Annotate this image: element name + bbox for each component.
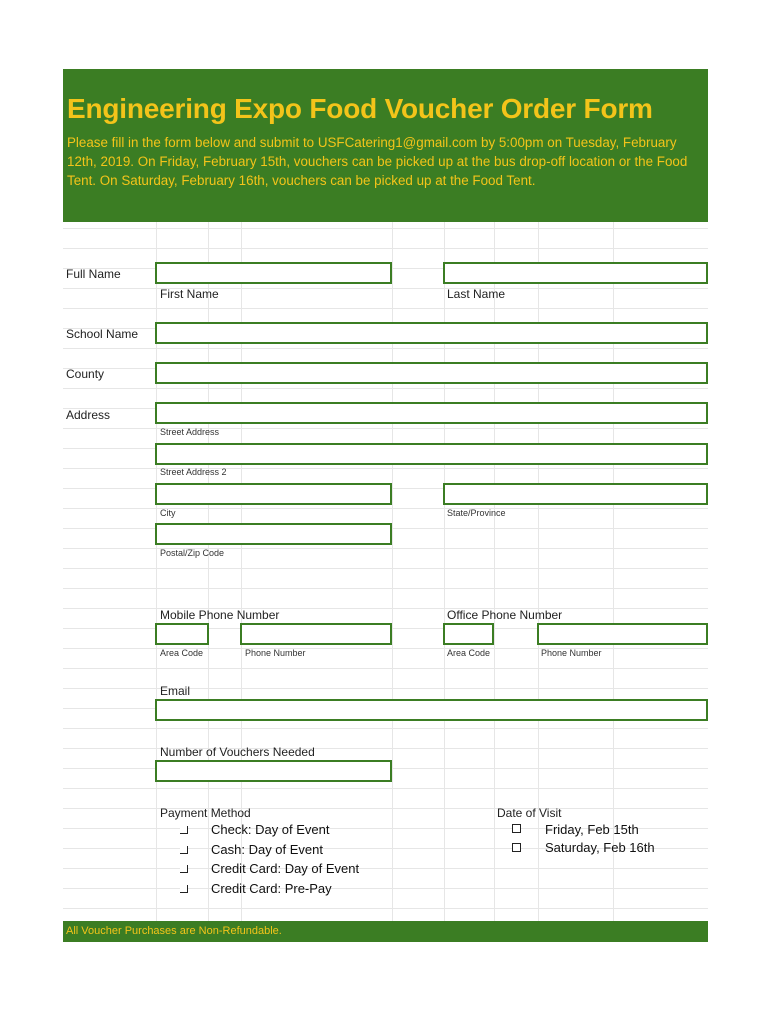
- first-name-label: First Name: [160, 287, 219, 301]
- date-option-friday: Friday, Feb 15th: [545, 822, 639, 837]
- email-label: Email: [160, 684, 191, 698]
- cash-checkbox-icon[interactable]: [180, 846, 188, 854]
- credit-card-prepay-checkbox-icon[interactable]: [180, 885, 188, 893]
- credit-card-day-checkbox-icon[interactable]: [180, 865, 188, 873]
- office-phone-label: Office Phone Number: [447, 608, 563, 622]
- form-footer: [63, 921, 708, 942]
- last-name-label: Last Name: [447, 287, 506, 301]
- office-area-code-input[interactable]: [443, 623, 494, 645]
- mobile-phone-label: Mobile Phone Number: [160, 608, 280, 622]
- city-input[interactable]: [155, 483, 392, 505]
- street-address-label: Street Address: [160, 427, 220, 437]
- address-label: Address: [66, 408, 111, 422]
- mobile-phone-number-label: Phone Number: [245, 648, 306, 658]
- city-label: City: [160, 508, 176, 518]
- state-province-label: State/Province: [447, 508, 506, 518]
- check-checkbox-icon[interactable]: [180, 826, 188, 834]
- last-name-input[interactable]: [443, 262, 708, 284]
- mobile-area-code-input[interactable]: [155, 623, 209, 645]
- refund-notice: All Voucher Purchases are Non-Refundable.: [66, 925, 282, 937]
- form-instructions: Please fill in the form below and submit to USFCatering1@gmail.com by 5:00pm on Tuesday, February 12th, 2019. On Friday, February 15th, vouchers can be picked up at the bus drop-off location or the Food Tent. On Saturday, February 16th, vouchers can be picked up at the Food Tent.: [67, 135, 688, 188]
- county-input[interactable]: [155, 362, 708, 384]
- saturday-checkbox-icon[interactable]: [512, 843, 521, 852]
- street-address-input[interactable]: [155, 402, 708, 424]
- vouchers-needed-input[interactable]: [155, 760, 392, 782]
- office-phone-number-input[interactable]: [537, 623, 708, 645]
- email-input[interactable]: [155, 699, 708, 721]
- office-phone-number-label: Phone Number: [541, 648, 602, 658]
- form-header: [63, 69, 708, 222]
- payment-option-credit-day: Credit Card: Day of Event: [211, 861, 360, 876]
- date-option-saturday: Saturday, Feb 16th: [545, 840, 655, 855]
- payment-option-cash: Cash: Day of Event: [211, 842, 323, 857]
- payment-option-check: Check: Day of Event: [211, 822, 330, 837]
- school-name-input[interactable]: [155, 322, 708, 344]
- county-label: County: [66, 367, 105, 381]
- payment-option-credit-prepay: Credit Card: Pre-Pay: [211, 881, 332, 896]
- date-of-visit-label: Date of Visit: [497, 806, 562, 820]
- payment-method-label: Payment Method: [160, 806, 251, 820]
- first-name-input[interactable]: [155, 262, 392, 284]
- state-province-input[interactable]: [443, 483, 708, 505]
- school-name-label: School Name: [66, 327, 139, 341]
- mobile-phone-number-input[interactable]: [240, 623, 392, 645]
- street-address-2-label: Street Address 2: [160, 467, 227, 477]
- full-name-label: Full Name: [66, 267, 121, 281]
- postal-zip-input[interactable]: [155, 523, 392, 545]
- street-address-2-input[interactable]: [155, 443, 708, 465]
- office-area-code-label: Area Code: [447, 648, 491, 658]
- form-title: Engineering Expo Food Voucher Order Form: [67, 93, 653, 124]
- vouchers-needed-label: Number of Vouchers Needed: [160, 745, 315, 759]
- friday-checkbox-icon[interactable]: [512, 824, 521, 833]
- mobile-area-code-label: Area Code: [160, 648, 204, 658]
- postal-zip-label: Postal/Zip Code: [160, 548, 225, 558]
